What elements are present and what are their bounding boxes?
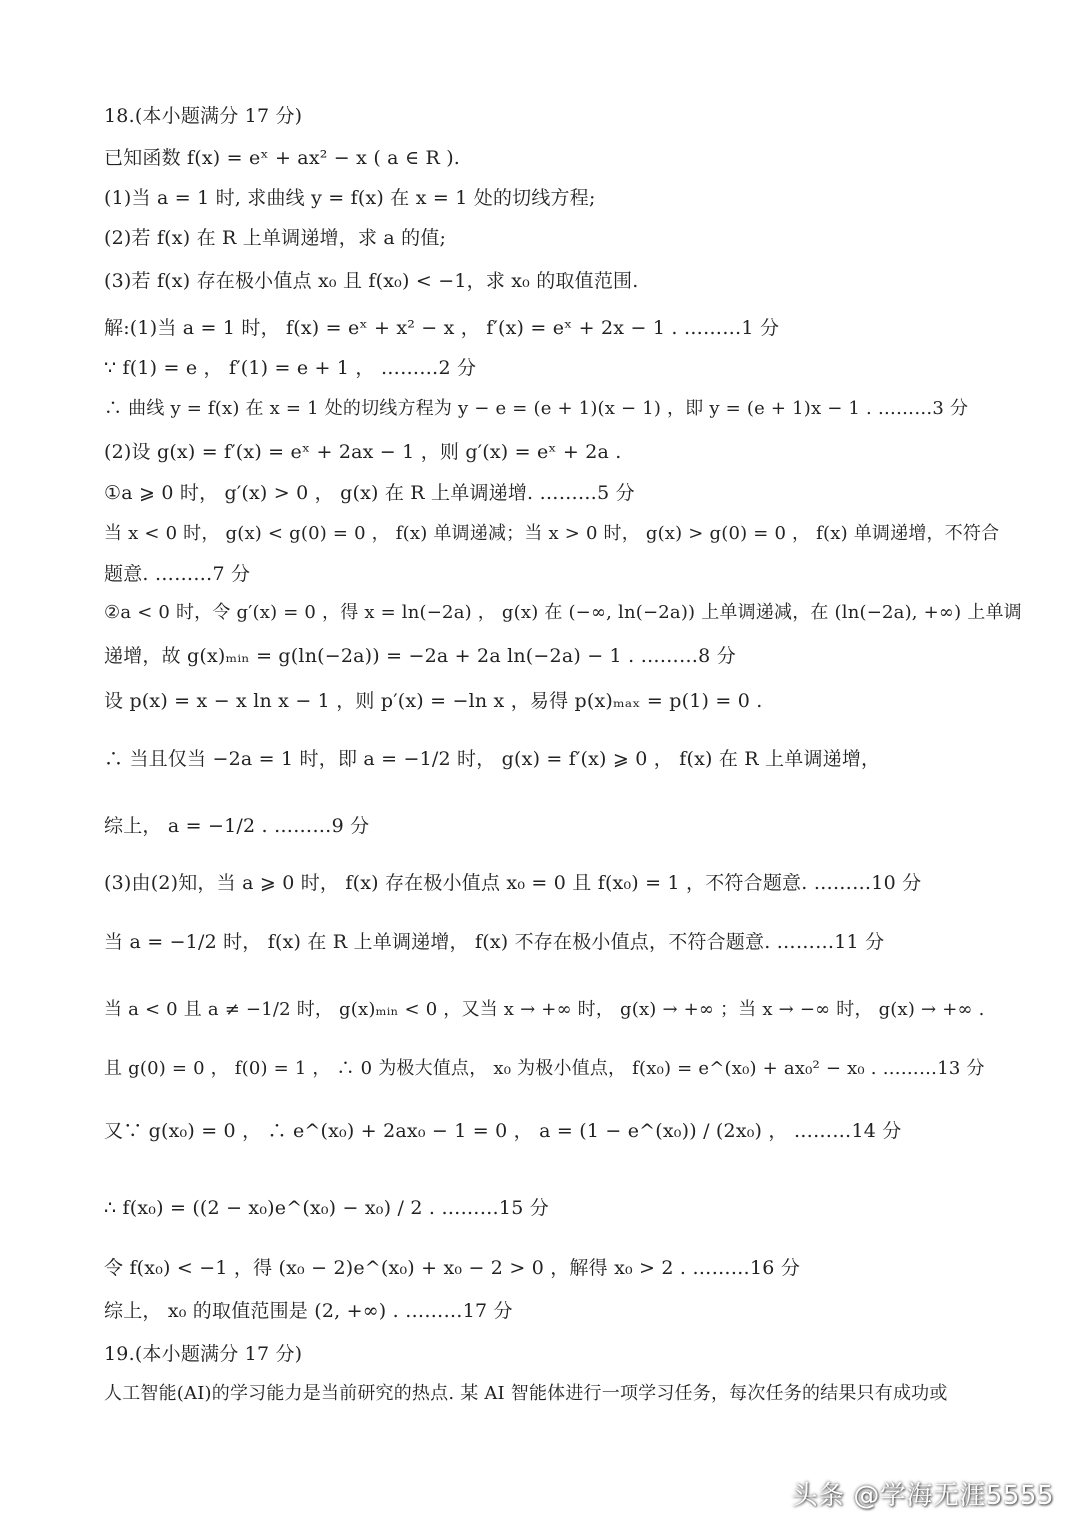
solution-line-17: 又∵ g(x₀) = 0 ， ∴ e^(x₀) + 2ax₀ − 1 = 0 ， a = (1 − e^(x₀)) / (2x₀) ， ………14 分 <box>104 1120 902 1142</box>
solution-line-5: ①a ⩾ 0 时， g′(x) > 0 ， g(x) 在 R 上单调递增. ………5 分 <box>104 482 635 504</box>
solution-line-18: ∴ f(x₀) = ((2 − x₀)e^(x₀) − x₀) / 2 . ………15 分 <box>104 1197 549 1219</box>
problem19-header: 19.(本小题满分 17 分) <box>104 1343 303 1365</box>
solution-line-9: 递增，故 g(x)ₘᵢₙ = g(ln(−2a)) = −2a + 2a ln(−2a) − 1 . ………8 分 <box>104 645 736 667</box>
solution-line-1: 解:(1)当 a = 1 时， f(x) = eˣ + x² − x ， f′(x) = eˣ + 2x − 1 . ………1 分 <box>104 317 780 339</box>
problem18-q3: (3)若 f(x) 存在极小值点 x₀ 且 f(x₀) < −1，求 x₀ 的取值范围. <box>104 270 639 292</box>
problem18-header: 18.(本小题满分 17 分) <box>104 105 303 127</box>
solution-line-14: 当 a = −1/2 时， f(x) 在 R 上单调递增， f(x) 不存在极小值点，不符合题意. ………11 分 <box>104 931 885 953</box>
solution-line-16: 且 g(0) = 0 ， f(0) = 1 ， ∴ 0 为极大值点， x₀ 为极小值点， f(x₀) = e^(x₀) + ax₀² − x₀ . ………13 分 <box>104 1058 985 1079</box>
problem18-q2: (2)若 f(x) 在 R 上单调递增，求 a 的值; <box>104 227 447 249</box>
solution-line-3: ∴ 曲线 y = f(x) 在 x = 1 处的切线方程为 y − e = (e + 1)(x − 1) ，即 y = (e + 1)x − 1 . ………3 分 <box>104 398 969 419</box>
problem18-q1: (1)当 a = 1 时, 求曲线 y = f(x) 在 x = 1 处的切线方程; <box>104 187 596 209</box>
solution-line-10: 设 p(x) = x − x ln x − 1 ，则 p′(x) = −ln x ，易得 p(x)ₘₐₓ = p(1) = 0 . <box>104 690 763 712</box>
solution-line-15: 当 a < 0 且 a ≠ −1/2 时， g(x)ₘᵢₙ < 0 ，又当 x → +∞ 时， g(x) → +∞ ；当 x → −∞ 时， g(x) → +∞ . <box>104 999 985 1020</box>
problem19-stem: 人工智能(AI)的学习能力是当前研究的热点. 某 AI 智能体进行一项学习任务，每次任务的结果只有成功或 <box>104 1383 948 1404</box>
solution-line-20: 综上， x₀ 的取值范围是 (2, +∞) . ………17 分 <box>104 1300 513 1322</box>
watermark-text: 头条 @学海无涯5555 <box>791 1481 1054 1511</box>
solution-line-12: 综上， a = −1/2 . ………9 分 <box>104 815 370 837</box>
problem18-stem: 已知函数 f(x) = eˣ + ax² − x ( a ∈ R ). <box>104 147 461 169</box>
solution-line-4: (2)设 g(x) = f′(x) = eˣ + 2ax − 1 ，则 g′(x) = eˣ + 2a . <box>104 441 622 463</box>
solution-line-19: 令 f(x₀) < −1 ，得 (x₀ − 2)e^(x₀) + x₀ − 2 > 0 ，解得 x₀ > 2 . ………16 分 <box>104 1257 801 1279</box>
solution-line-2: ∵ f(1) = e ， f′(1) = e + 1 ， ………2 分 <box>104 357 477 379</box>
solution-line-13: (3)由(2)知，当 a ⩾ 0 时， f(x) 存在极小值点 x₀ = 0 且 f(x₀) = 1 ，不符合题意. ………10 分 <box>104 872 922 894</box>
solution-line-11: ∴ 当且仅当 −2a = 1 时，即 a = −1/2 时， g(x) = f′(x) ⩾ 0 ， f(x) 在 R 上单调递增， <box>104 748 881 770</box>
solution-line-7: 题意. ………7 分 <box>104 563 251 585</box>
solution-line-6: 当 x < 0 时， g(x) < g(0) = 0 ， f(x) 单调递减；当 x > 0 时， g(x) > g(0) = 0 ， f(x) 单调递增，不符合 <box>104 523 1000 544</box>
solution-line-8: ②a < 0 时，令 g′(x) = 0 ，得 x = ln(−2a) ， g(x) 在 (−∞, ln(−2a)) 上单调递减，在 (ln(−2a), +∞) 上单调 <box>104 602 1022 623</box>
